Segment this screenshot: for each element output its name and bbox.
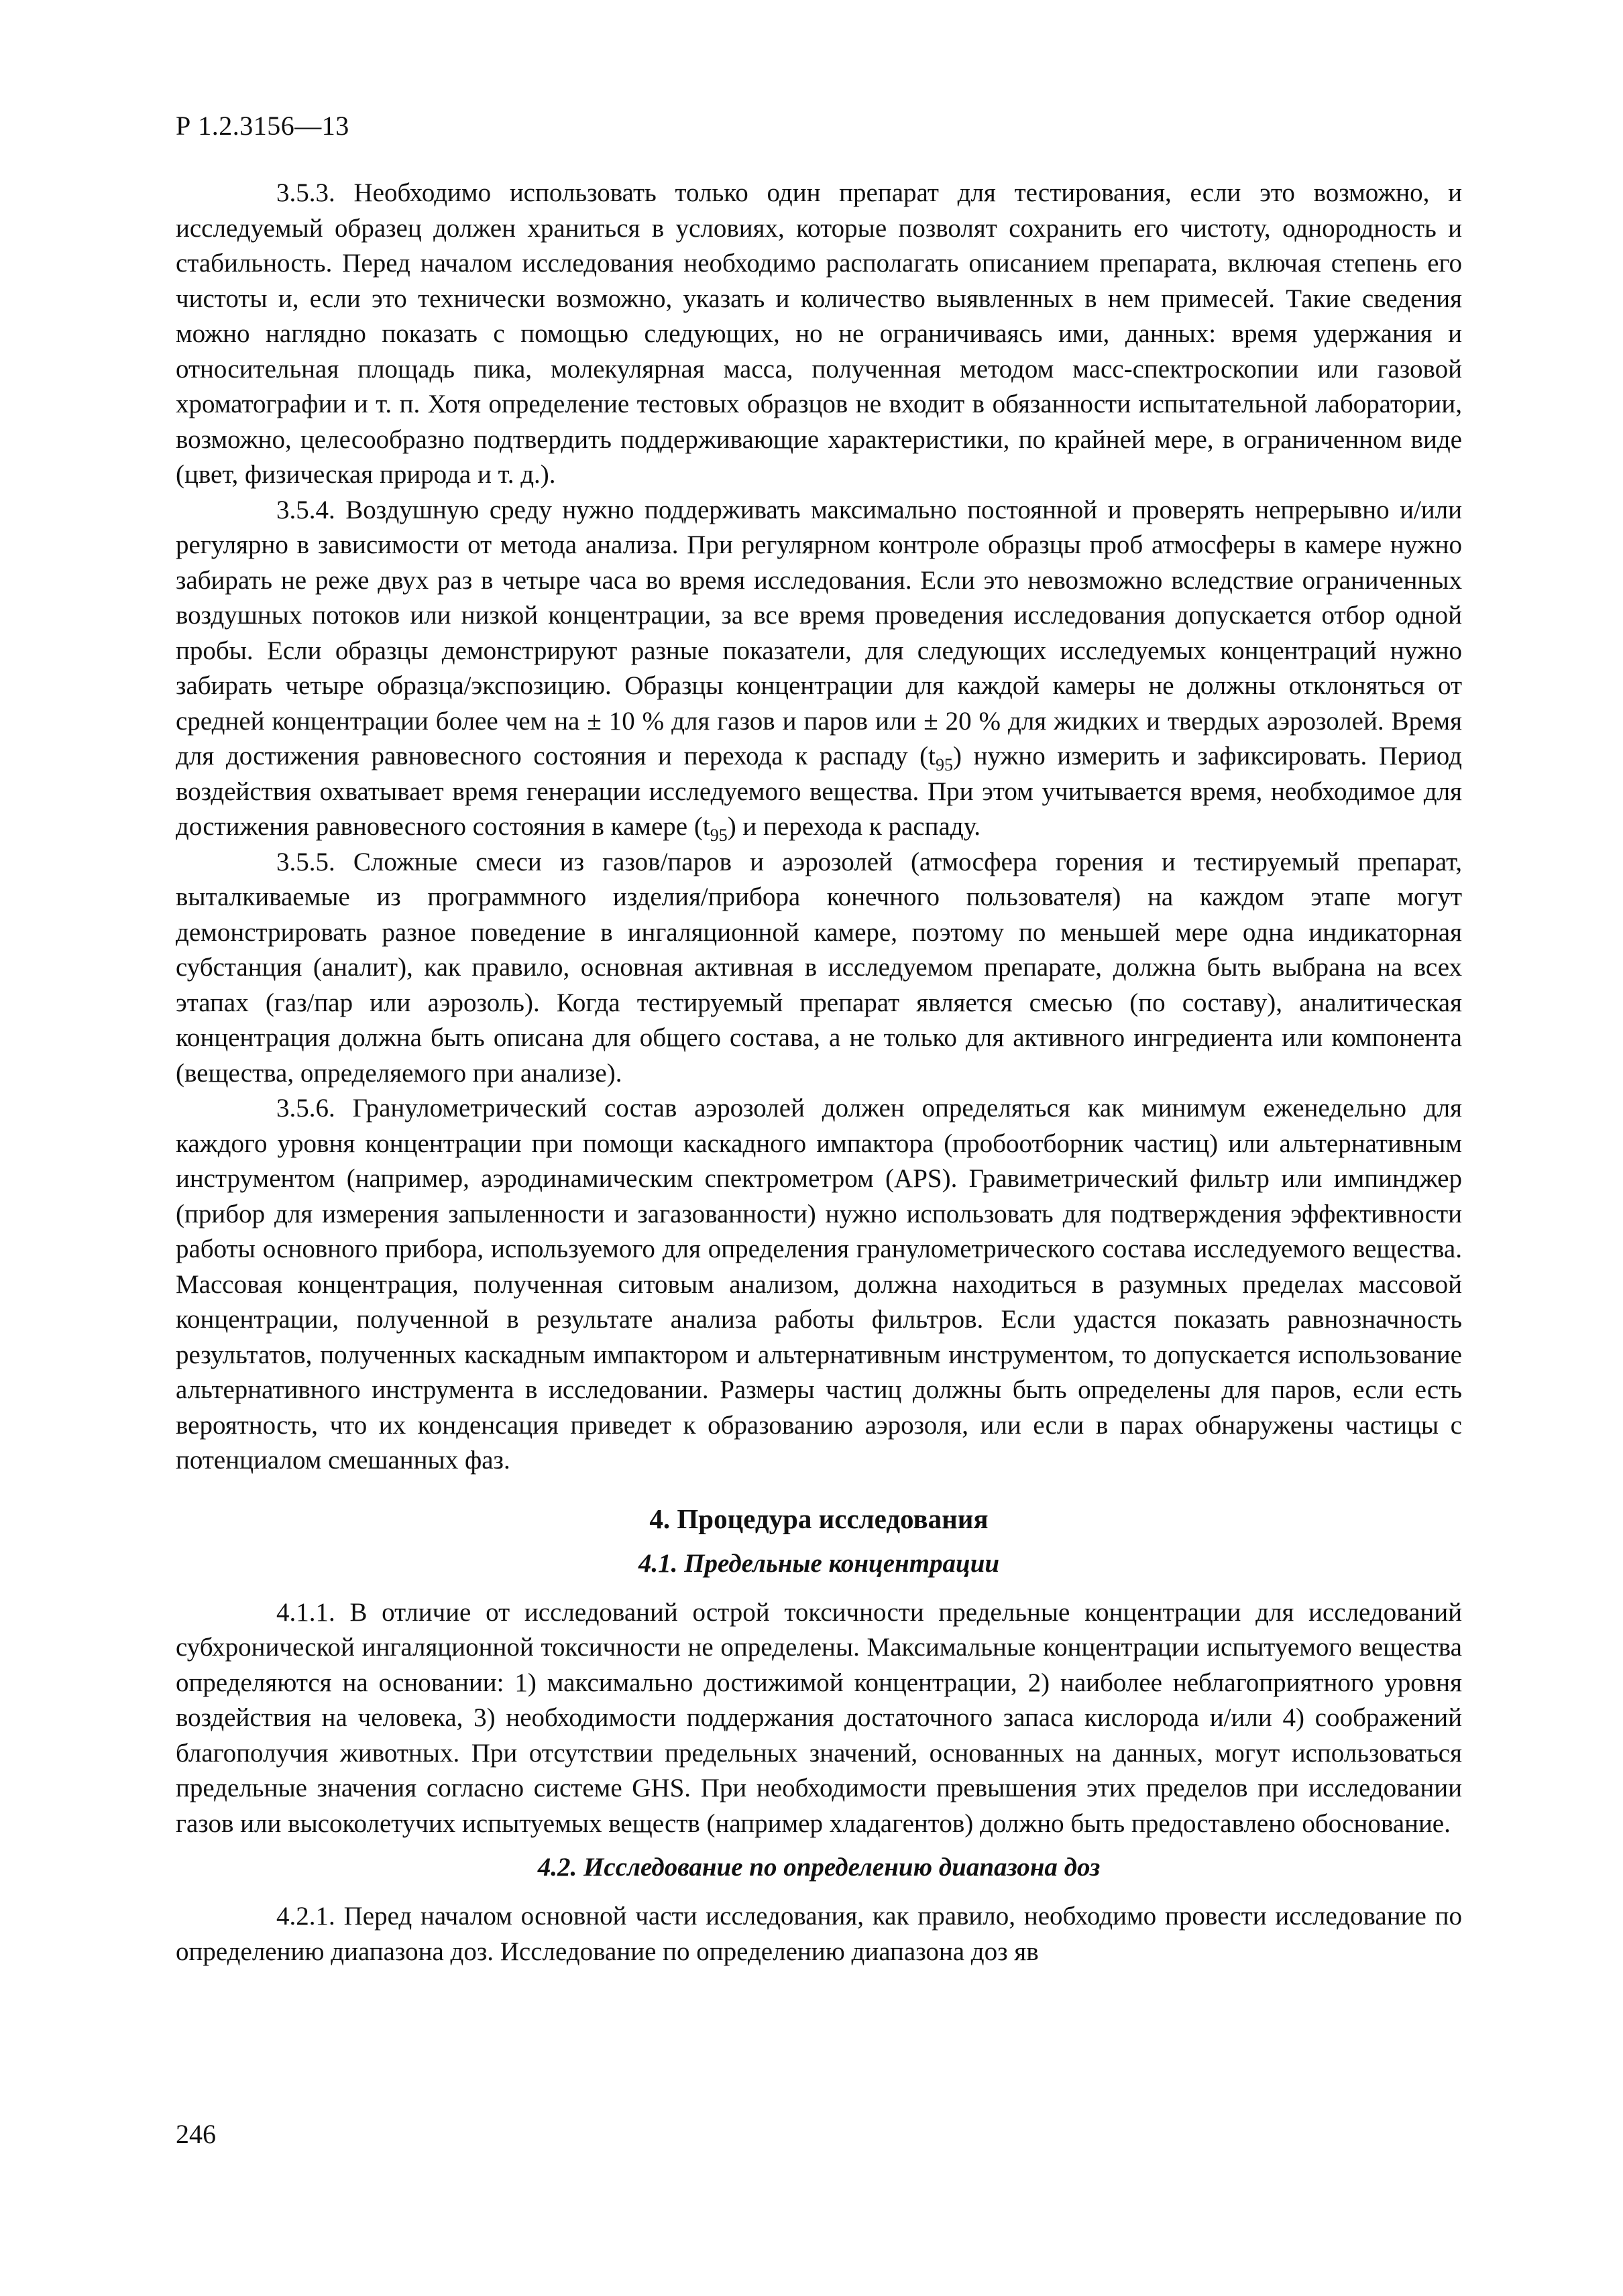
subsection-4-2-title: 4.2. Исследование по определению диапазона доз: [537, 1853, 1101, 1882]
section-4-title: 4. Процедура исследования: [649, 1503, 989, 1534]
paragraph-3-5-4-part-a: 3.5.4. Воздушную среду нужно поддерживать максимально постоянной и проверять непрерывно и/или регулярно в зависимости от метода анализа. При регулярном контроле образцы проб атмосферы в камере нужно забирать не реже двух раз в четыре часа во время исследования. Если это невозможно вследствие ограниченных воздушных потоков или низкой концентрации, за все время проведения исследования допускается отбор одной пробы. Если образцы демонстрируют разные показатели, для следующих исследуемых концентраций нужно забирать четыре образца/экспозицию. Образцы концентрации для каждой камеры не должны отклоняться от средней концентрации более чем на ± 10 % для газов и паров или ± 20 % для жидких и твердых аэрозолей. Время для достижения равновесного состояния и перехода к распаду (t: [176, 495, 1462, 770]
paragraph-3-5-3: 3.5.3. Необходимо использовать только один препарат для тестирования, если это возможно, и исследуемый образец должен храниться в условиях, которые позволят сохранить его чистоту, однородность и стабильность. Перед началом исследования необходимо располагать описанием препарата, включая степень его чистоты и, если это технически возможно, указать и количество выявленных в нем примесей. Такие сведения можно наглядно показать с помощью следующих, но не ограничиваясь ими, данных: время удержания и относительная площадь пика, молекулярная масса, полученная методом масс-спектроскопии или газовой хроматографии и т. п. Хотя определение тестовых образцов не входит в обязанности испытательной лаборатории, возможно, целесообразно подтвердить поддерживающие характеристики, по крайней мере, в ограниченном виде (цвет, физическая природа и т. д.).: [176, 178, 1462, 489]
subsection-4-1-title: 4.1. Предельные концентрации: [638, 1548, 1000, 1578]
document-code: Р 1.2.3156—13: [176, 111, 349, 141]
paragraph-4-2-1: 4.2.1. Перед началом основной части исследования, как правило, необходимо провести исследование по определению диапазона доз. Исследование по определению диапазона доз яв: [176, 1902, 1462, 1966]
subscript-t95: 95: [935, 754, 953, 774]
paragraph-3-5-5: 3.5.5. Сложные смеси из газов/паров и аэрозолей (атмосфера горения и тестируемый препарат, выталкиваемые из программного изделия/прибора конечного пользователя) на каждом этапе могут демонстрировать разное поведение в ингаляционной камере, поэтому по меньшей мере одна индикаторная субстанция (аналит), как правило, основная активная в исследуемом препарате, должна быть выбрана на всех этапах (газ/пар или аэрозоль). Когда тестируемый препарат является смесью (по составу), аналитическая концентрация должна быть описана для общего состава, а не только для активного ингредиента или компонента (вещества, определяемого при анализе).: [176, 847, 1462, 1088]
page-number: 246: [176, 2119, 216, 2149]
paragraph-3-5-4: [176, 493, 1462, 845]
paragraph-3-5-4-part-c: ) и перехода к распаду.: [727, 812, 981, 841]
paragraph-4-1-1: 4.1.1. В отличие от исследований острой токсичности предельные концентрации для исследований субхронической ингаляционной токсичности не определены. Максимальные концентрации испытуемого вещества определяются на основании: 1) максимально достижимой концентрации, 2) наиболее неблагоприятного уровня воздействия на человека, 3) необходимости поддержания достаточного запаса кислорода и/или 4) соображений благополучия животных. При отсутствии предельных значений, основанных на данных, могут использоваться предельные значения согласно системе GHS. При необходимости превышения этих пределов при исследовании газов или высоколетучих испытуемых веществ (например хладагентов) должно быть предоставлено обоснование.: [176, 1597, 1462, 1838]
paragraph-3-5-6: 3.5.6. Гранулометрический состав аэрозолей должен определяться как минимум еженедельно для каждого уровня концентрации при помощи каскадного импактора (пробоотборник частиц) или альтернативным инструментом (например, аэродинамическим спектрометром (APS). Гравиметрический фильтр или импинджер (прибор для измерения запыленности и загазованности) нужно использовать для подтверждения эффективности работы основного прибора, используемого для определения гранулометрического состава исследуемого вещества. Массовая концентрация, полученная ситовым анализом, должна находиться в разумных пределах массовой концентрации, полученной в результате анализа работы фильтров. Если удастся показать равнозначность результатов, полученных каскадным импактором и альтернативным инструментом, то допускается использование альтернативного инструмента в исследовании. Размеры частиц должны быть определены для паров, если есть вероятность, что их конденсация приведет к образованию аэрозоля, или если в парах обнаружены частицы с потенциалом смешанных фаз.: [176, 1094, 1462, 1475]
paragraph-3-5-4-part-b: ) нужно измерить и зафиксировать. Период воздействия охватывает время генерации исследуемого вещества. При этом учитывается время, необходимое для достижения равновесного состояния в камере (t: [176, 742, 1462, 841]
document-body: [176, 176, 1462, 1969]
subscript-t95: 95: [710, 825, 728, 845]
